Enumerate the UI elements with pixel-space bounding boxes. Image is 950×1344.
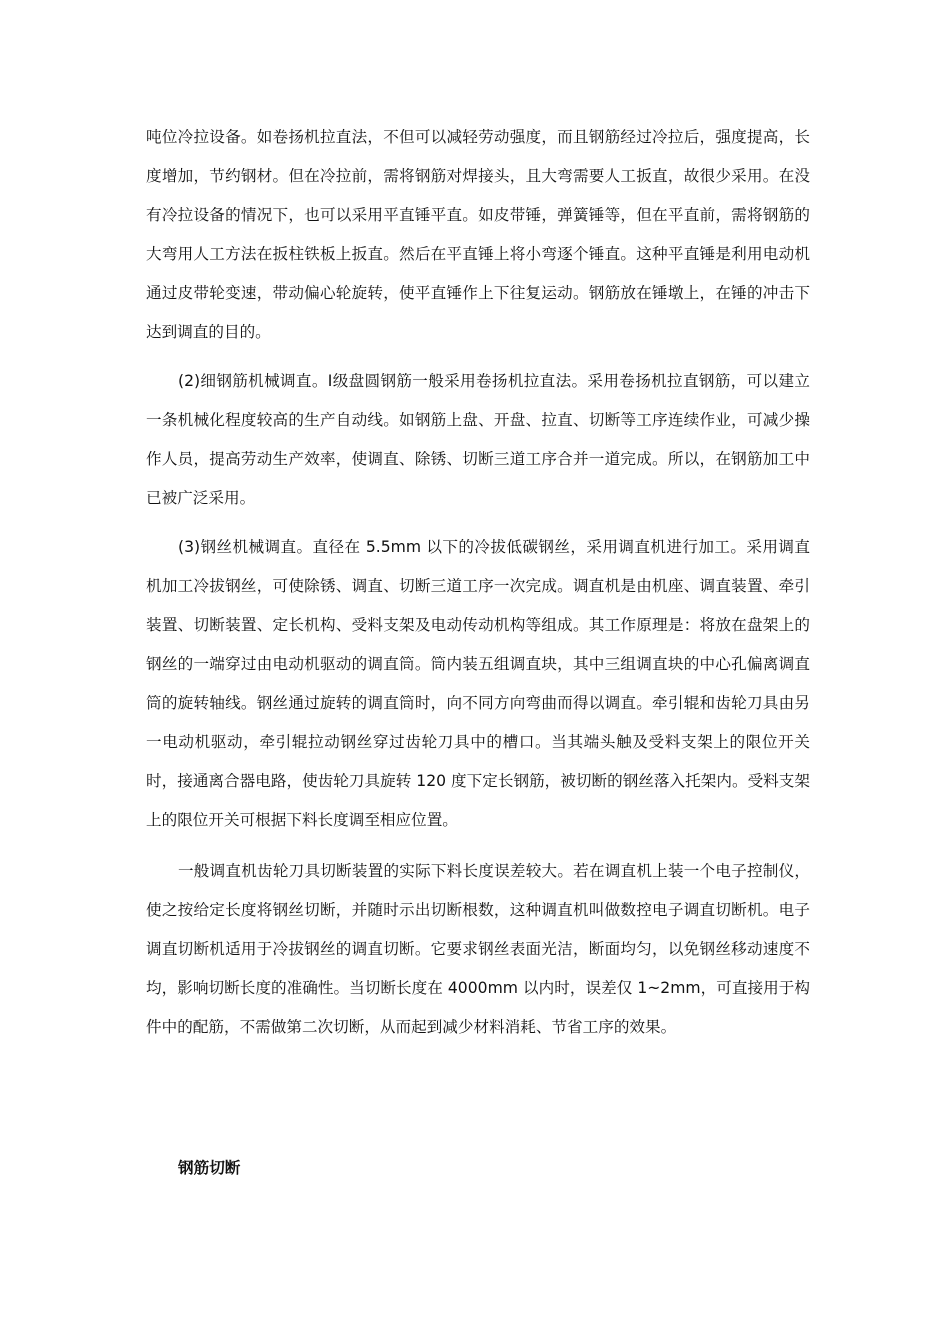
- section-heading: 钢筋切断: [178, 1159, 241, 1177]
- paragraph-wire-straightening: (3)钢丝机械调直。直径在 5.5mm 以下的冷拔低碳钢丝，采用调直机进行加工。采用调直机加工冷拔钢丝，可使除锈、调直、切断三道工序一次完成。调直机是由机座、调直装置、牵引装置、切断装置、定长机构、受料支架及电动传动机构等组成。其工作原理是：将放在盘架上的钢丝的一端穿过由电动机驱动的调直筒。筒内装五组调直块，其中三组调直块的中心孔偏离调直筒的旋转轴线。钢丝通过旋转的调直筒时，向不同方向弯曲而得以调直。牵引辊和齿轮刀具由另一电动机驱动，牵引辊拉动钢丝穿过齿轮刀具中的槽口。当其端头触及受料支架上的限位开关时，接通离合器电路，使齿轮刀具旋转 120 度下定长钢筋，被切断的钢丝落入托架内。受料支架上的限位开关可根据下料长度调至相应位置。: [146, 538, 810, 829]
- paragraph-cnc-cutter: 一般调直机齿轮刀具切断装置的实际下料长度误差较大。若在调直机上装一个电子控制仪，使之按给定长度将钢丝切断，并随时示出切断根数，这种调直机叫做数控电子调直切断机。电子调直切断机适用于冷拔钢丝的调直切断。它要求钢丝表面光洁，断面均匀，以免钢丝移动速度不均，影响切断长度的准确性。当切断长度在 4000mm 以内时，误差仅 1~2mm，可直接用于构件中的配筋，不需做第二次切断，从而起到减少材料消耗、节省工序的效果。: [146, 862, 810, 1036]
- paragraph-fine-rebar-straightening: (2)细钢筋机械调直。Ⅰ级盘圆钢筋一般采用卷扬机拉直法。采用卷扬机拉直钢筋，可以建立一条机械化程度较高的生产自动线。如钢筋上盘、开盘、拉直、切断等工序连续作业，可减少操作人员，提高劳动生产效率，使调直、除锈、切断三道工序合并一道完成。所以，在钢筋加工中已被广泛采用。: [146, 372, 810, 507]
- paragraph-cold-drawing: 吨位冷拉设备。如卷扬机拉直法，不但可以减轻劳动强度，而且钢筋经过冷拉后，强度提高，长度增加，节约钢材。但在冷拉前，需将钢筋对焊接头，且大弯需要人工扳直，故很少采用。在没有冷拉设备的情况下，也可以采用平直锤平直。如皮带锤，弹簧锤等，但在平直前，需将钢筋的大弯用人工方法在扳柱铁板上扳直。然后在平直锤上将小弯逐个锤直。这种平直锤是利用电动机通过皮带轮变速，带动偏心轮旋转，使平直锤作上下往复运动。钢筋放在锤墩上，在锤的冲击下达到调直的目的。: [146, 128, 810, 341]
